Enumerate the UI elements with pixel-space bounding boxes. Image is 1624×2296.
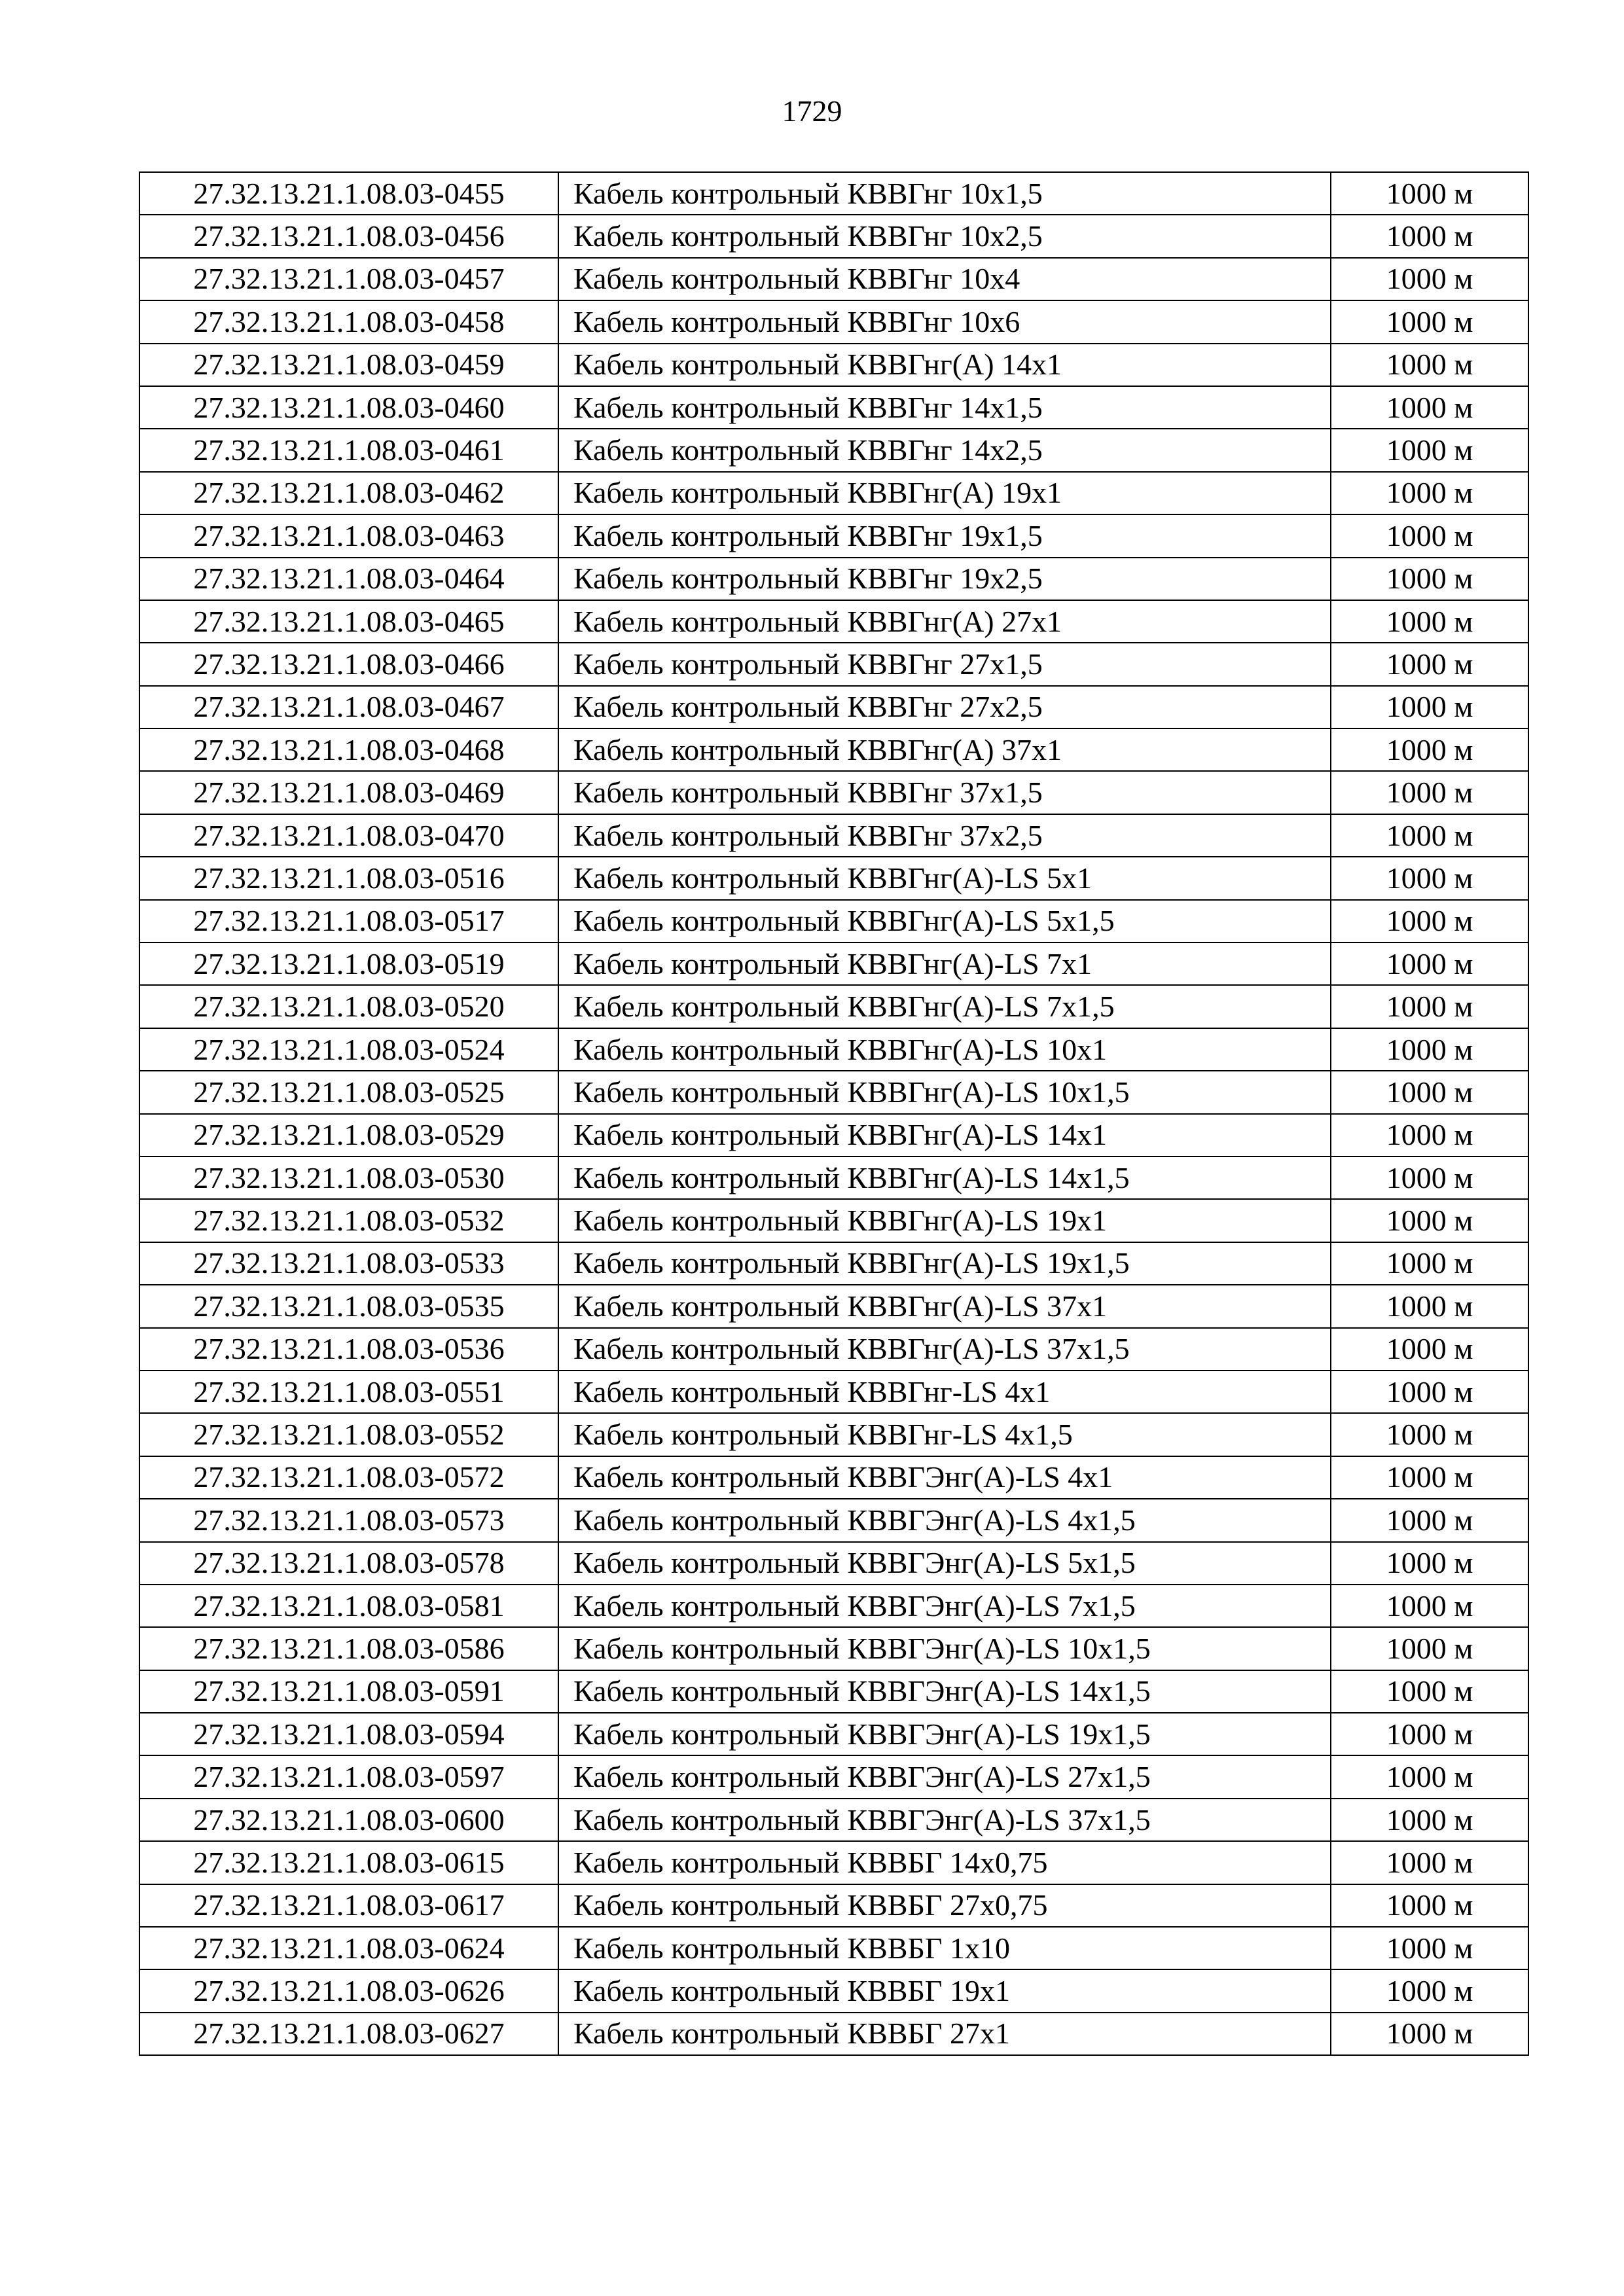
table-row <box>139 1670 1528 1713</box>
row-name-cell: Кабель контрольный КВВГнг(А)-LS 10x1 <box>558 1028 1331 1071</box>
row-name-cell: Кабель контрольный КВВГнг(А)-LS 19x1,5 <box>558 1242 1331 1285</box>
table-row <box>139 386 1528 429</box>
row-unit-cell: 1000 м <box>1331 1328 1528 1371</box>
row-code-cell: 27.32.13.21.1.08.03-0520 <box>139 985 558 1028</box>
row-unit-cell: 1000 м <box>1331 857 1528 899</box>
row-name-cell: Кабель контрольный КВВГнг(А)-LS 5x1 <box>558 857 1331 899</box>
row-name-cell: Кабель контрольный КВВГнг 10x1,5 <box>558 172 1331 215</box>
row-unit-cell: 1000 м <box>1331 2013 1528 2055</box>
row-name-cell: Кабель контрольный КВВГнг 14x2,5 <box>558 429 1331 471</box>
table-row <box>139 1114 1528 1157</box>
table-row <box>139 300 1528 343</box>
row-code-cell: 27.32.13.21.1.08.03-0626 <box>139 1969 558 2012</box>
row-code-cell: 27.32.13.21.1.08.03-0586 <box>139 1627 558 1670</box>
row-unit-cell: 1000 м <box>1331 1799 1528 1841</box>
table-row <box>139 1755 1528 1798</box>
row-unit-cell: 1000 м <box>1331 643 1528 685</box>
row-code-cell: 27.32.13.21.1.08.03-0517 <box>139 900 558 942</box>
row-unit-cell: 1000 м <box>1331 1114 1528 1157</box>
row-name-cell: Кабель контрольный КВВГнг 37x2,5 <box>558 814 1331 857</box>
row-code-cell: 27.32.13.21.1.08.03-0463 <box>139 514 558 557</box>
row-code-cell: 27.32.13.21.1.08.03-0624 <box>139 1927 558 1969</box>
table-row <box>139 1328 1528 1371</box>
table-row <box>139 258 1528 300</box>
row-code-cell: 27.32.13.21.1.08.03-0524 <box>139 1028 558 1071</box>
row-code-cell: 27.32.13.21.1.08.03-0455 <box>139 172 558 215</box>
row-name-cell: Кабель контрольный КВВГЭнг(А)-LS 7x1,5 <box>558 1585 1331 1627</box>
row-code-cell: 27.32.13.21.1.08.03-0600 <box>139 1799 558 1841</box>
table-row <box>139 1969 1528 2012</box>
row-name-cell: Кабель контрольный КВВГнг 10x4 <box>558 258 1331 300</box>
table-row <box>139 215 1528 257</box>
table-row <box>139 985 1528 1028</box>
row-name-cell: Кабель контрольный КВВГнг(А) 27x1 <box>558 600 1331 643</box>
row-code-cell: 27.32.13.21.1.08.03-0552 <box>139 1413 558 1456</box>
row-code-cell: 27.32.13.21.1.08.03-0519 <box>139 942 558 985</box>
row-unit-cell: 1000 м <box>1331 1413 1528 1456</box>
table-row <box>139 1585 1528 1627</box>
table-row <box>139 1071 1528 1113</box>
row-code-cell: 27.32.13.21.1.08.03-0627 <box>139 2013 558 2055</box>
catalog-table <box>139 171 1529 2056</box>
row-name-cell: Кабель контрольный КВВГнг(А)-LS 7x1 <box>558 942 1331 985</box>
catalog-table-body <box>139 172 1528 2055</box>
table-row <box>139 900 1528 942</box>
row-unit-cell: 1000 м <box>1331 1199 1528 1242</box>
row-code-cell: 27.32.13.21.1.08.03-0578 <box>139 1542 558 1585</box>
row-unit-cell: 1000 м <box>1331 1499 1528 1541</box>
row-name-cell: Кабель контрольный КВВГнг(А)-LS 7x1,5 <box>558 985 1331 1028</box>
table-row <box>139 857 1528 899</box>
row-unit-cell: 1000 м <box>1331 1071 1528 1113</box>
table-row <box>139 2013 1528 2055</box>
row-code-cell: 27.32.13.21.1.08.03-0532 <box>139 1199 558 1242</box>
table-row <box>139 600 1528 643</box>
table-row <box>139 1841 1528 1884</box>
row-name-cell: Кабель контрольный КВВГнг-LS 4x1,5 <box>558 1413 1331 1456</box>
row-unit-cell: 1000 м <box>1331 686 1528 728</box>
table-row <box>139 728 1528 771</box>
table-row <box>139 514 1528 557</box>
row-code-cell: 27.32.13.21.1.08.03-0597 <box>139 1755 558 1798</box>
table-row <box>139 1627 1528 1670</box>
table-row <box>139 344 1528 386</box>
row-code-cell: 27.32.13.21.1.08.03-0581 <box>139 1585 558 1627</box>
row-code-cell: 27.32.13.21.1.08.03-0573 <box>139 1499 558 1541</box>
row-name-cell: Кабель контрольный КВВГнг(А) 14x1 <box>558 344 1331 386</box>
row-code-cell: 27.32.13.21.1.08.03-0572 <box>139 1456 558 1499</box>
row-code-cell: 27.32.13.21.1.08.03-0468 <box>139 728 558 771</box>
row-name-cell: Кабель контрольный КВВГЭнг(А)-LS 4x1,5 <box>558 1499 1331 1541</box>
row-code-cell: 27.32.13.21.1.08.03-0458 <box>139 300 558 343</box>
row-unit-cell: 1000 м <box>1331 600 1528 643</box>
table-row <box>139 1371 1528 1413</box>
table-row <box>139 172 1528 215</box>
row-name-cell: Кабель контрольный КВВГнг 27x2,5 <box>558 686 1331 728</box>
table-row <box>139 1028 1528 1071</box>
row-unit-cell: 1000 м <box>1331 1713 1528 1755</box>
row-unit-cell: 1000 м <box>1331 942 1528 985</box>
row-unit-cell: 1000 м <box>1331 1585 1528 1627</box>
table-row <box>139 1199 1528 1242</box>
row-code-cell: 27.32.13.21.1.08.03-0470 <box>139 814 558 857</box>
row-code-cell: 27.32.13.21.1.08.03-0617 <box>139 1884 558 1927</box>
row-unit-cell: 1000 м <box>1331 1755 1528 1798</box>
row-name-cell: Кабель контрольный КВВГЭнг(А)-LS 14x1,5 <box>558 1670 1331 1713</box>
row-name-cell: Кабель контрольный КВВГнг(А) 19x1 <box>558 472 1331 514</box>
row-name-cell: Кабель контрольный КВВГнг 19x2,5 <box>558 558 1331 600</box>
row-name-cell: Кабель контрольный КВВГЭнг(А)-LS 5x1,5 <box>558 1542 1331 1585</box>
table-row <box>139 814 1528 857</box>
table-row <box>139 472 1528 514</box>
table-row <box>139 1927 1528 1969</box>
row-unit-cell: 1000 м <box>1331 771 1528 814</box>
row-name-cell: Кабель контрольный КВВГЭнг(А)-LS 19x1,5 <box>558 1713 1331 1755</box>
row-code-cell: 27.32.13.21.1.08.03-0615 <box>139 1841 558 1884</box>
row-name-cell: Кабель контрольный КВВГнг(А)-LS 37x1,5 <box>558 1328 1331 1371</box>
row-name-cell: Кабель контрольный КВВГнг(А)-LS 10x1,5 <box>558 1071 1331 1113</box>
row-unit-cell: 1000 м <box>1331 472 1528 514</box>
row-unit-cell: 1000 м <box>1331 386 1528 429</box>
row-name-cell: Кабель контрольный КВВБГ 19x1 <box>558 1969 1331 2012</box>
row-unit-cell: 1000 м <box>1331 1028 1528 1071</box>
row-name-cell: Кабель контрольный КВВГнг(А)-LS 19x1 <box>558 1199 1331 1242</box>
row-unit-cell: 1000 м <box>1331 1242 1528 1285</box>
row-name-cell: Кабель контрольный КВВГнг 19x1,5 <box>558 514 1331 557</box>
row-name-cell: Кабель контрольный КВВГЭнг(А)-LS 10x1,5 <box>558 1627 1331 1670</box>
row-name-cell: Кабель контрольный КВВБГ 14x0,75 <box>558 1841 1331 1884</box>
row-unit-cell: 1000 м <box>1331 985 1528 1028</box>
row-unit-cell: 1000 м <box>1331 1969 1528 2012</box>
row-unit-cell: 1000 м <box>1331 1371 1528 1413</box>
table-row <box>139 1499 1528 1541</box>
row-unit-cell: 1000 м <box>1331 1157 1528 1199</box>
row-unit-cell: 1000 м <box>1331 900 1528 942</box>
row-name-cell: Кабель контрольный КВВГнг-LS 4x1 <box>558 1371 1331 1413</box>
row-unit-cell: 1000 м <box>1331 1884 1528 1927</box>
page-number: 1729 <box>782 94 842 128</box>
row-name-cell: Кабель контрольный КВВБГ 27x1 <box>558 2013 1331 2055</box>
table-row <box>139 771 1528 814</box>
table-row <box>139 1884 1528 1927</box>
row-name-cell: Кабель контрольный КВВГЭнг(А)-LS 37x1,5 <box>558 1799 1331 1841</box>
row-code-cell: 27.32.13.21.1.08.03-0594 <box>139 1713 558 1755</box>
row-code-cell: 27.32.13.21.1.08.03-0533 <box>139 1242 558 1285</box>
row-name-cell: Кабель контрольный КВВГнг(А)-LS 37x1 <box>558 1285 1331 1327</box>
row-name-cell: Кабель контрольный КВВГнг 37x1,5 <box>558 771 1331 814</box>
row-unit-cell: 1000 м <box>1331 300 1528 343</box>
row-name-cell: Кабель контрольный КВВБГ 1x10 <box>558 1927 1331 1969</box>
row-name-cell: Кабель контрольный КВВГнг 14x1,5 <box>558 386 1331 429</box>
table-row <box>139 1456 1528 1499</box>
row-name-cell: Кабель контрольный КВВГнг 10x2,5 <box>558 215 1331 257</box>
table-row <box>139 1157 1528 1199</box>
table-row <box>139 558 1528 600</box>
table-row <box>139 942 1528 985</box>
row-code-cell: 27.32.13.21.1.08.03-0525 <box>139 1071 558 1113</box>
row-code-cell: 27.32.13.21.1.08.03-0551 <box>139 1371 558 1413</box>
row-unit-cell: 1000 м <box>1331 1542 1528 1585</box>
table-row <box>139 1713 1528 1755</box>
row-unit-cell: 1000 м <box>1331 215 1528 257</box>
row-code-cell: 27.32.13.21.1.08.03-0529 <box>139 1114 558 1157</box>
table-row <box>139 1413 1528 1456</box>
row-code-cell: 27.32.13.21.1.08.03-0466 <box>139 643 558 685</box>
row-code-cell: 27.32.13.21.1.08.03-0536 <box>139 1328 558 1371</box>
row-code-cell: 27.32.13.21.1.08.03-0461 <box>139 429 558 471</box>
row-unit-cell: 1000 м <box>1331 1670 1528 1713</box>
row-name-cell: Кабель контрольный КВВГЭнг(А)-LS 4x1 <box>558 1456 1331 1499</box>
row-code-cell: 27.32.13.21.1.08.03-0464 <box>139 558 558 600</box>
row-name-cell: Кабель контрольный КВВБГ 27x0,75 <box>558 1884 1331 1927</box>
row-name-cell: Кабель контрольный КВВГнг(А)-LS 5x1,5 <box>558 900 1331 942</box>
row-unit-cell: 1000 м <box>1331 429 1528 471</box>
table-row <box>139 429 1528 471</box>
row-code-cell: 27.32.13.21.1.08.03-0467 <box>139 686 558 728</box>
row-name-cell: Кабель контрольный КВВГнг 27x1,5 <box>558 643 1331 685</box>
table-row <box>139 643 1528 685</box>
table-row <box>139 1285 1528 1327</box>
row-unit-cell: 1000 м <box>1331 558 1528 600</box>
row-code-cell: 27.32.13.21.1.08.03-0535 <box>139 1285 558 1327</box>
row-name-cell: Кабель контрольный КВВГнг(А)-LS 14x1,5 <box>558 1157 1331 1199</box>
row-code-cell: 27.32.13.21.1.08.03-0516 <box>139 857 558 899</box>
row-name-cell: Кабель контрольный КВВГнг(А)-LS 14x1 <box>558 1114 1331 1157</box>
row-code-cell: 27.32.13.21.1.08.03-0591 <box>139 1670 558 1713</box>
row-code-cell: 27.32.13.21.1.08.03-0459 <box>139 344 558 386</box>
row-unit-cell: 1000 м <box>1331 1285 1528 1327</box>
row-unit-cell: 1000 м <box>1331 1841 1528 1884</box>
table-row <box>139 686 1528 728</box>
row-code-cell: 27.32.13.21.1.08.03-0462 <box>139 472 558 514</box>
row-name-cell: Кабель контрольный КВВГнг 10x6 <box>558 300 1331 343</box>
row-unit-cell: 1000 м <box>1331 1927 1528 1969</box>
row-code-cell: 27.32.13.21.1.08.03-0469 <box>139 771 558 814</box>
row-unit-cell: 1000 м <box>1331 814 1528 857</box>
row-unit-cell: 1000 м <box>1331 1456 1528 1499</box>
row-name-cell: Кабель контрольный КВВГнг(А) 37x1 <box>558 728 1331 771</box>
row-unit-cell: 1000 м <box>1331 258 1528 300</box>
row-unit-cell: 1000 м <box>1331 728 1528 771</box>
row-unit-cell: 1000 м <box>1331 1627 1528 1670</box>
row-unit-cell: 1000 м <box>1331 514 1528 557</box>
row-code-cell: 27.32.13.21.1.08.03-0457 <box>139 258 558 300</box>
row-name-cell: Кабель контрольный КВВГЭнг(А)-LS 27x1,5 <box>558 1755 1331 1798</box>
row-code-cell: 27.32.13.21.1.08.03-0530 <box>139 1157 558 1199</box>
row-code-cell: 27.32.13.21.1.08.03-0460 <box>139 386 558 429</box>
row-code-cell: 27.32.13.21.1.08.03-0465 <box>139 600 558 643</box>
table-row <box>139 1242 1528 1285</box>
table-row <box>139 1799 1528 1841</box>
row-code-cell: 27.32.13.21.1.08.03-0456 <box>139 215 558 257</box>
table-row <box>139 1542 1528 1585</box>
row-unit-cell: 1000 м <box>1331 344 1528 386</box>
row-unit-cell: 1000 м <box>1331 172 1528 215</box>
